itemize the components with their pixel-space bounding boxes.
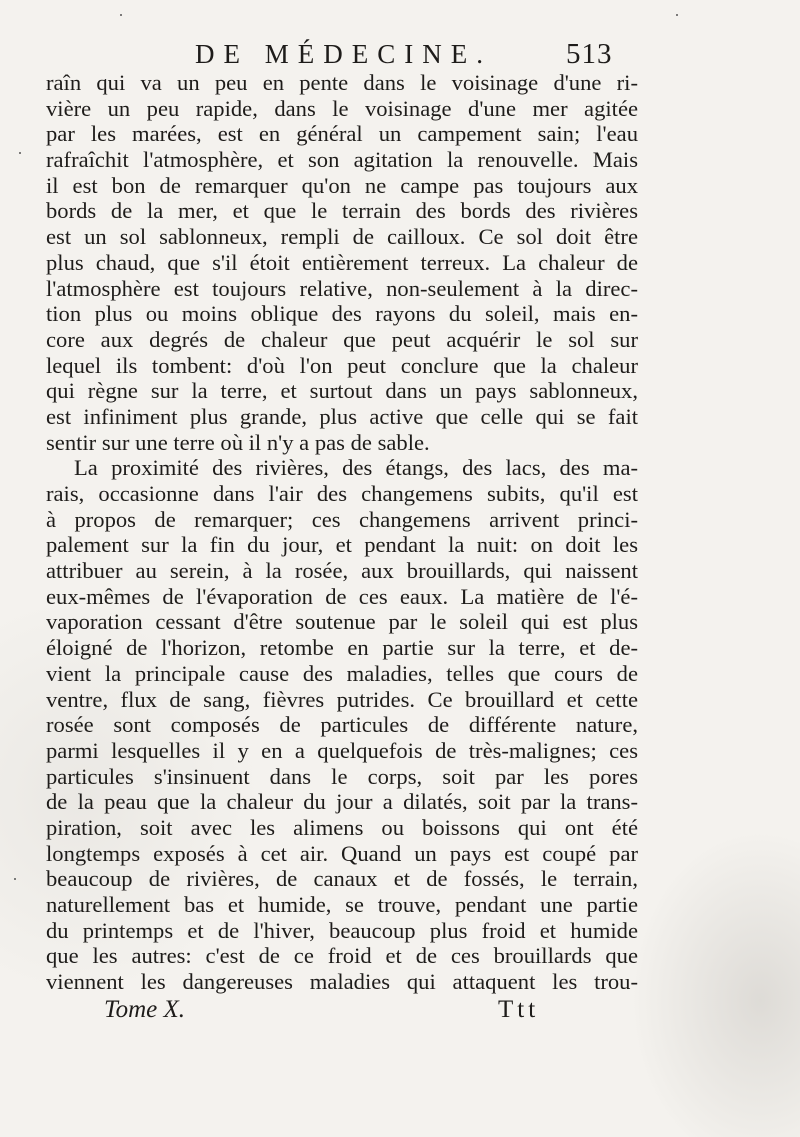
text-line: bords de la mer, et que le terrain des bords des rivières: [46, 198, 638, 224]
text-line: de la peau que la chaleur du jour a dilatés, soit par la trans-: [46, 789, 638, 815]
signature-mark: Ttt: [498, 996, 540, 1023]
text-line: plus chaud, que s'il étoit entièrement terreux. La chaleur de: [46, 249, 638, 275]
text-line: vière un peu rapide, dans le voisinage d'une mer agitée: [46, 95, 638, 121]
text-line: viennent les dangereuses maladies qui attaquent les trou-: [46, 969, 638, 995]
ink-speck: [676, 14, 678, 16]
text-line: particules s'insinuent dans le corps, soit par les pores: [46, 763, 638, 789]
text-line: par les marées, est en général un campement sain; l'eau: [46, 121, 638, 147]
page-number: 513: [566, 38, 613, 70]
volume-label: Tome X.: [104, 996, 186, 1023]
text-line: core aux degrés de chaleur que peut acquérir le sol sur: [46, 326, 638, 352]
text-line: éloigné de l'horizon, retombe en partie sur la terre, et de-: [46, 635, 638, 661]
text-line: palement sur la fin du jour, et pendant la nuit: on doit les: [46, 532, 638, 558]
text-line: à propos de remarquer; ces changemens arrivent princi-: [46, 506, 638, 532]
text-line: rafraîchit l'atmosphère, et son agitation la renouvelle. Mais: [46, 147, 638, 173]
text-line: attribuer au serein, à la rosée, aux brouillards, qui naissent: [46, 558, 638, 584]
paragraph-end-line: sentir sur une terre où il n'y a pas de sable.: [46, 429, 430, 455]
running-title: DE MÉDECINE.: [195, 39, 492, 69]
text-line: piration, soit avec les alimens ou boissons qui ont été: [46, 814, 638, 840]
ink-speck: [120, 14, 122, 16]
text-line: eux-mêmes de l'évaporation de ces eaux. La matière de l'é-: [46, 583, 638, 609]
text-line: rais, occasionne dans l'air des changemens subits, qu'il est: [46, 481, 638, 506]
text-line: l'atmosphère est toujours relative, non-seulement à la direc-: [46, 275, 638, 301]
text-line: parmi lesquelles il y en a quelquefois de très-malignes; ces: [46, 737, 638, 763]
text-line: est un sol sablonneux, rempli de cailloux. Ce sol doit être: [46, 224, 638, 250]
text-line: qui règne sur la terre, et surtout dans un pays sablonneux,: [46, 378, 638, 404]
paragraph-start-line: La proximité des rivières, des étangs, des lacs, des ma-: [74, 455, 638, 481]
text-line: vaporation cessant d'être soutenue par le soleil qui est plus: [46, 609, 638, 635]
text-line: que les autres: c'est de ce froid et de ces brouillards que: [46, 943, 638, 969]
text-line: vient la principale cause des maladies, telles que cours de: [46, 660, 638, 686]
text-line: beaucoup de rivières, de canaux et de fossés, le terrain,: [46, 866, 638, 892]
text-line: lequel ils tombent: d'où l'on peut conclure que la chaleur: [46, 352, 638, 378]
text-line: il est bon de remarquer qu'on ne campe pas toujours aux: [46, 172, 638, 198]
text-line: naturellement bas et humide, se trouve, pendant une partie: [46, 892, 638, 917]
text-line: ventre, flux de sang, fièvres putrides. Ce brouillard et cette: [46, 686, 638, 712]
text-line: rosée sont composés de particules de différente nature,: [46, 712, 638, 738]
body-text: [46, 70, 638, 995]
ink-speck: [19, 152, 21, 154]
text-line: est infiniment plus grande, plus active que celle qui se fait: [46, 403, 638, 429]
text-line: longtemps exposés à cet air. Quand un pays est coupé par: [46, 840, 638, 866]
ink-speck: [14, 878, 16, 880]
text-line: raîn qui va un peu en pente dans le voisinage d'une ri-: [46, 70, 638, 95]
text-line: tion plus ou moins oblique des rayons du soleil, mais en-: [46, 301, 638, 327]
text-line: du printemps et de l'hiver, beaucoup plus froid et humide: [46, 917, 638, 943]
page-footer: [0, 993, 800, 1033]
